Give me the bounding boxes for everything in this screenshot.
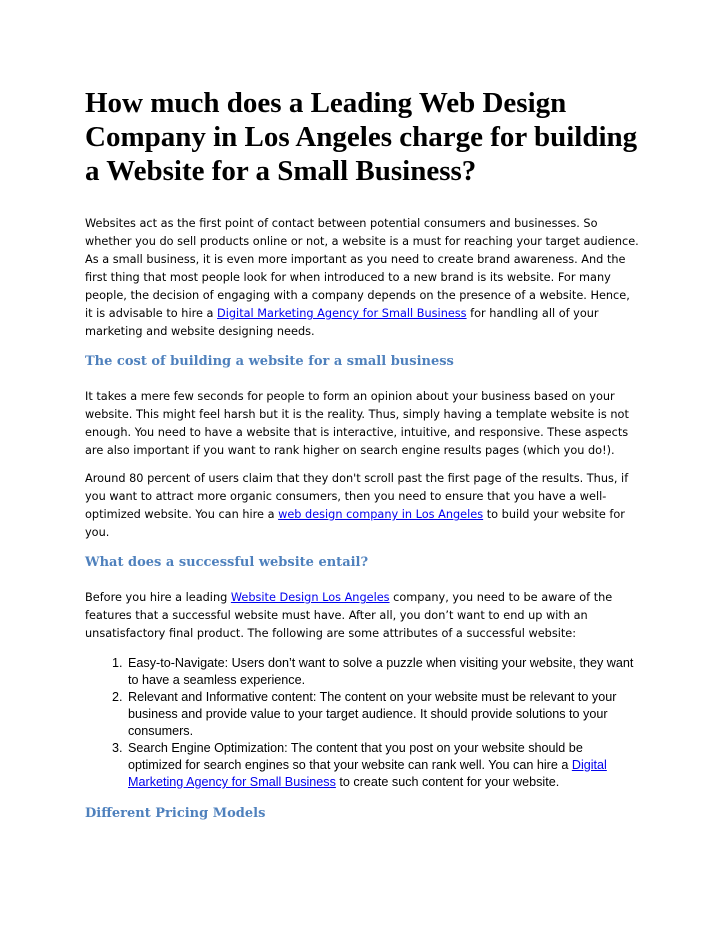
digital-marketing-agency-link-2[interactable]: Digital Marketing Agency for Small Business: [128, 758, 607, 789]
website-design-los-angeles-link[interactable]: Website Design Los Angeles: [230, 591, 390, 604]
digital-marketing-agency-link[interactable]: Digital Marketing Agency for Small Business: [217, 307, 467, 320]
cost-paragraph-1: It takes a mere few seconds for people to form an opinion about your business based on your website. This might feel harsh but it is the reality. Thus, simply having a template website is not enough. You need to have a website that is interactive, intuitive, and responsive. These aspects are also important if you want to rank higher on search engine results pages (which you do!).: [85, 390, 629, 457]
section-heading-cost: The cost of building a website for a small business: [85, 354, 454, 369]
intro-paragraph: [85, 215, 640, 341]
list-item-text: Search Engine Optimization: The content that you post on your website should be optimized for search engines so that your website can rank well. You can hire a: [128, 741, 583, 772]
document-content: [85, 86, 640, 823]
successful-website-text: Before you hire a leading: [85, 591, 231, 604]
intro-text: Websites act as the first point of contact between potential consumers and businesses. So whether you do sell products online or not, a website is a must for reaching your target audience. As a small business, it is even more important as you need to create brand awareness. And the first thing that most people look for when introduced to a new brand is its website. For many people, the decision of engaging with a company depends on the presence of a website. Hence, it is advisable to hire a: [85, 217, 639, 320]
features-list: [85, 655, 640, 791]
cost-paragraph-2-end: to build your website for you.: [85, 508, 625, 539]
list-item: [126, 740, 640, 791]
successful-website-text-end: company, you need to be aware of the features that a successful website must have. After all, you don’t want to end up with an unsatisfactory final product. The following are some attributes of a successful website:: [85, 591, 613, 640]
section-heading-pricing-models: Different Pricing Models: [85, 806, 266, 821]
section-heading-successful-website: What does a successful website entail?: [85, 555, 369, 570]
intro-text-end: for handling all of your marketing and website designing needs.: [85, 307, 599, 338]
cost-paragraph-2: [85, 470, 640, 542]
cost-paragraph-2-text: Around 80 percent of users claim that they don't scroll past the first page of the results. Thus, if you want to attract more organic consumers, then you need to ensure that you have a well-optimized website. You can hire a: [85, 472, 629, 521]
list-item: 2. Relevant and Informative content: The content on your website must be relevant to your business and provide value to your target audience. It should provide solutions to your consumers.: [126, 689, 640, 740]
web-design-company-link[interactable]: web design company in Los Angeles: [278, 508, 484, 521]
successful-website-paragraph: [85, 589, 640, 643]
list-item-text-end: to create such content for your website.: [335, 775, 560, 789]
list-item: 1. Easy-to-Navigate: Users don’t want to solve a puzzle when visiting your website, they want to have a seamless experience.: [126, 655, 640, 689]
page-title: How much does a Leading Web Design Company in Los Angeles charge for building a Website for a Small Business?: [85, 87, 638, 187]
